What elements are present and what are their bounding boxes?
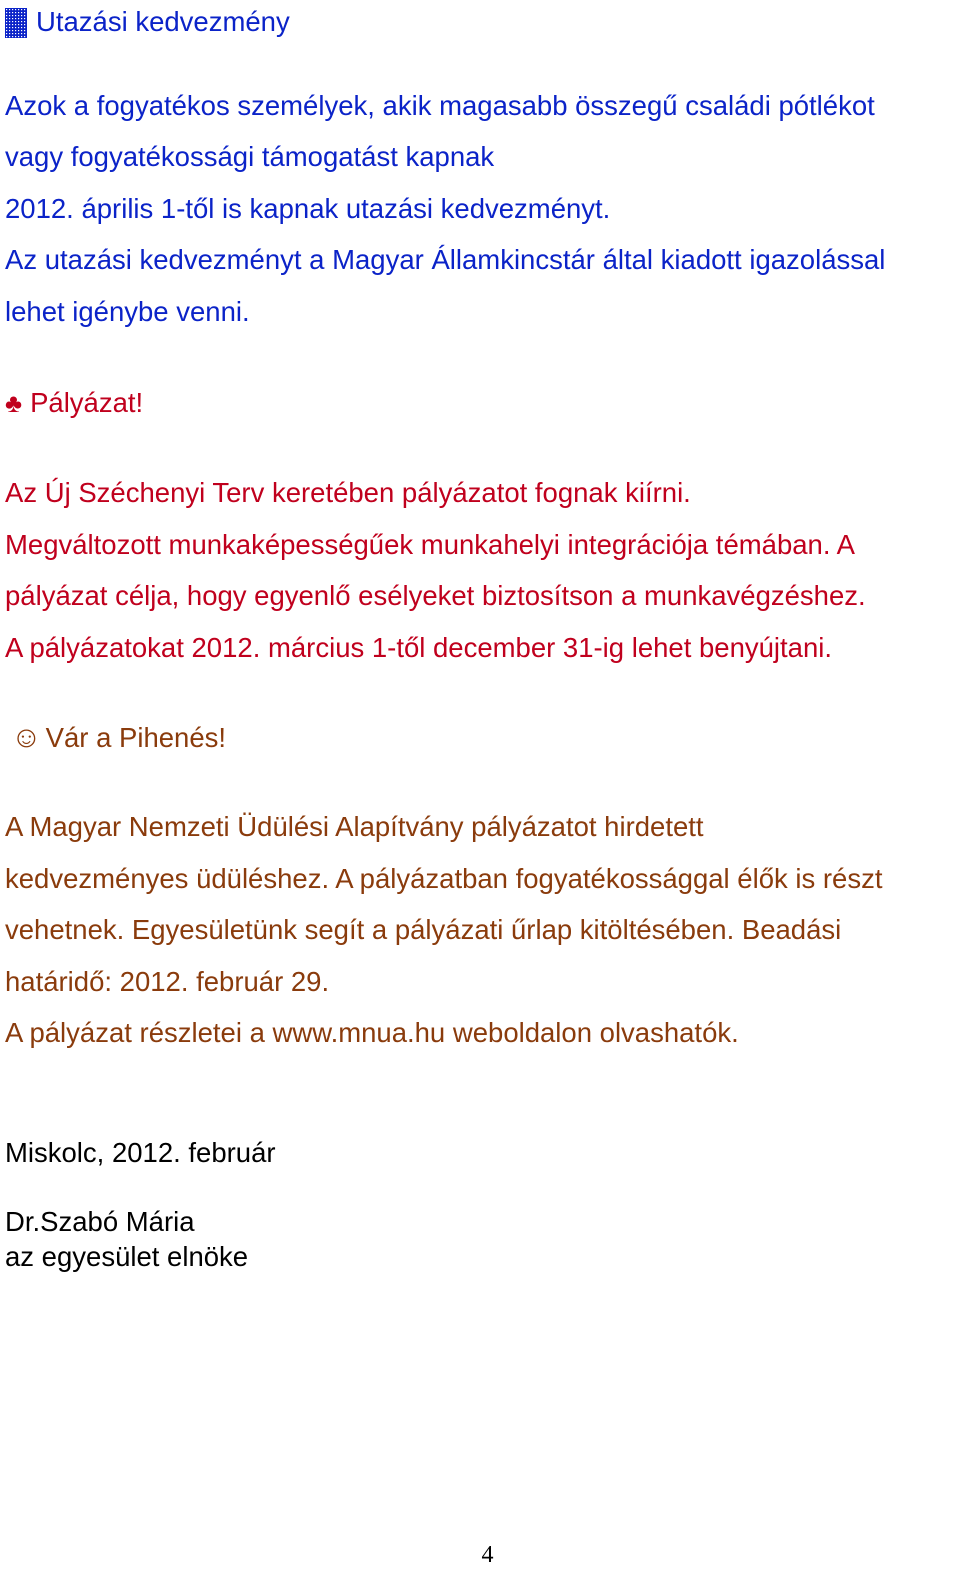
tender-line: A pályázatokat 2012. március 1-től december 31-ig lehet benyújtani. [5,632,833,663]
travel-heading: Utazási kedvezmény [36,6,290,37]
holiday-heading: Vár a Pihenés! [45,722,227,753]
place-date: Miskolc, 2012. február [5,1137,276,1168]
travel-line: 2012. április 1-től is kapnak utazási kedvezményt. [5,193,611,224]
hatched-square-icon [5,8,27,38]
holiday-line: A pályázat részletei a www.mnua.hu weboldalon olvashatók. [5,1017,739,1048]
tender-line: Az Új Széchenyi Terv keretében pályázatot fognak kiírni. [5,477,691,508]
travel-line: Azok a fogyatékos személyek, akik magasabb összegű családi pótlékot [5,90,875,121]
page-number: 4 [481,1542,494,1568]
holiday-line: vehetnek. Egyesületünk segít a pályázati űrlap kitöltésében. Beadási [5,914,842,945]
tender-line: pályázat célja, hogy egyenlő esélyeket biztosítson a munkavégzéshez. [5,580,866,611]
holiday-line: A Magyar Nemzeti Üdülési Alapítvány pályázatot hirdetett [5,811,704,842]
tender-line: Megváltozott munkaképességűek munkahelyi integrációja témában. A [5,529,855,560]
holiday-line: határidő: 2012. február 29. [5,966,330,997]
tender-heading: Pályázat! [30,387,144,418]
signer-name: Dr.Szabó Mária [5,1206,195,1237]
smiley-icon: ☺ [11,721,42,754]
tender-heading-row [5,386,143,420]
holiday-line: kedvezményes üdüléshez. A pályázatban fogyatékossággal élők is részt [5,863,883,894]
travel-line: lehet igénybe venni. [5,296,250,327]
travel-line: vagy fogyatékossági támogatást kapnak [5,141,495,172]
signer-title: az egyesület elnöke [5,1241,249,1272]
club-icon: ♣ [5,388,23,418]
holiday-heading-row [5,721,226,755]
travel-line: Az utazási kedvezményt a Magyar Államkincstár által kiadott igazolással [5,244,886,275]
